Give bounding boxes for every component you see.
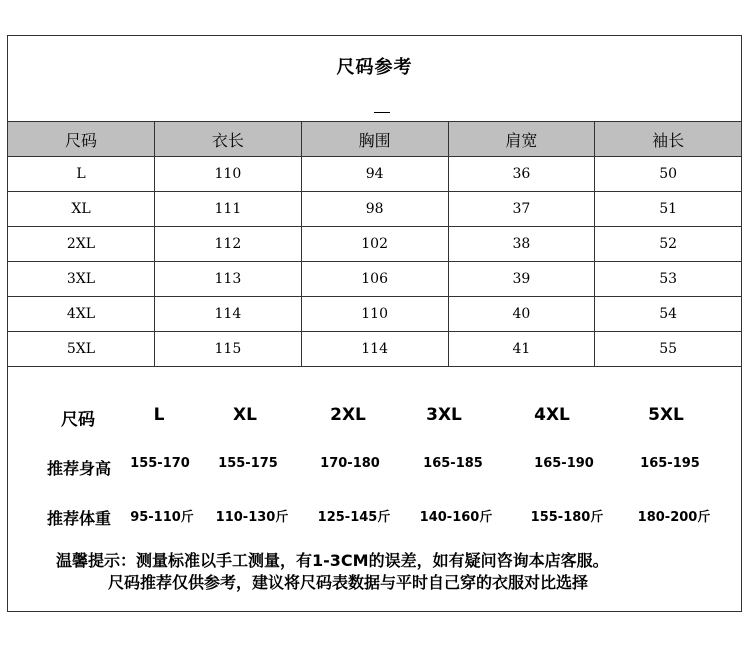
table-cell: 94 (301, 157, 448, 192)
table-cell: 40 (448, 297, 595, 332)
tip-line-1: 温馨提示：测量标准以手工测量，有1-3CM的误差，如有疑问咨询本店客服。 (56, 551, 609, 570)
table-cell: 110 (301, 297, 448, 332)
table-cell: 114 (155, 297, 302, 332)
recommend-height: 170-180 (320, 456, 380, 471)
table-row (8, 332, 742, 367)
table-cell: 113 (155, 262, 302, 297)
table-cell: 55 (595, 332, 742, 367)
table-cell: 51 (595, 192, 742, 227)
table-cell: 41 (448, 332, 595, 367)
table-row (8, 192, 742, 227)
tip-line-2: 尺码推荐仅供参考，建议将尺码表数据与平时自己穿的衣服对比选择 (108, 573, 589, 592)
table-cell: 98 (301, 192, 448, 227)
table-cell: 102 (301, 227, 448, 262)
title-divider (374, 112, 390, 113)
recommend-height: 165-185 (423, 456, 483, 471)
table-row (8, 262, 742, 297)
table-cell: 36 (448, 157, 595, 192)
recommend-height: 165-190 (534, 456, 594, 471)
recommend-weight-label: 推荐体重 (46, 509, 112, 528)
header-size: 尺码 (8, 122, 155, 157)
table-cell: 110 (155, 157, 302, 192)
header-sleeve: 袖长 (595, 122, 742, 157)
table-cell: 115 (155, 332, 302, 367)
header-length: 衣长 (155, 122, 302, 157)
recommend-height-row (0, 456, 735, 486)
table-row (8, 157, 742, 192)
table-cell: 53 (595, 262, 742, 297)
recommend-weight: 155-180斤 (530, 510, 604, 525)
table-cell: 52 (595, 227, 742, 262)
table-cell: 4XL (8, 297, 155, 332)
recommend-size-row (0, 405, 735, 435)
table-cell: 39 (448, 262, 595, 297)
recommend-size: 2XL (330, 405, 366, 425)
recommend-height: 155-175 (218, 456, 278, 471)
recommend-weight: 110-130斤 (215, 510, 289, 525)
recommend-height: 155-170 (130, 456, 190, 471)
page-title: 尺码参考 (336, 57, 413, 78)
table-cell: 5XL (8, 332, 155, 367)
recommend-size: XL (233, 405, 257, 425)
table-cell: 111 (155, 192, 302, 227)
recommend-size-label: 尺码 (61, 410, 95, 430)
recommend-size: L (153, 405, 165, 425)
table-cell: 54 (595, 297, 742, 332)
recommend-size: 5XL (648, 405, 684, 425)
recommend-height-label: 推荐身高 (46, 459, 112, 478)
header-chest: 胸围 (301, 122, 448, 157)
size-table (7, 121, 742, 367)
title-block (8, 36, 741, 120)
table-cell: 50 (595, 157, 742, 192)
header-shoulder: 肩宽 (448, 122, 595, 157)
table-cell: L (8, 157, 155, 192)
table-cell: 114 (301, 332, 448, 367)
table-cell: XL (8, 192, 155, 227)
recommend-weight: 180-200斤 (637, 510, 711, 525)
table-header-row (8, 122, 742, 157)
recommend-size: 3XL (426, 405, 462, 425)
recommend-weight: 140-160斤 (419, 510, 493, 525)
recommend-weight-row (0, 506, 735, 536)
table-row (8, 297, 742, 332)
table-row (8, 227, 742, 262)
recommend-size: 4XL (534, 405, 570, 425)
recommend-height: 165-195 (640, 456, 700, 471)
table-cell: 37 (448, 192, 595, 227)
table-cell: 2XL (8, 227, 155, 262)
table-cell: 112 (155, 227, 302, 262)
table-cell: 38 (448, 227, 595, 262)
recommend-weight: 95-110斤 (130, 510, 194, 525)
recommend-weight: 125-145斤 (317, 510, 391, 525)
table-cell: 3XL (8, 262, 155, 297)
table-cell: 106 (301, 262, 448, 297)
